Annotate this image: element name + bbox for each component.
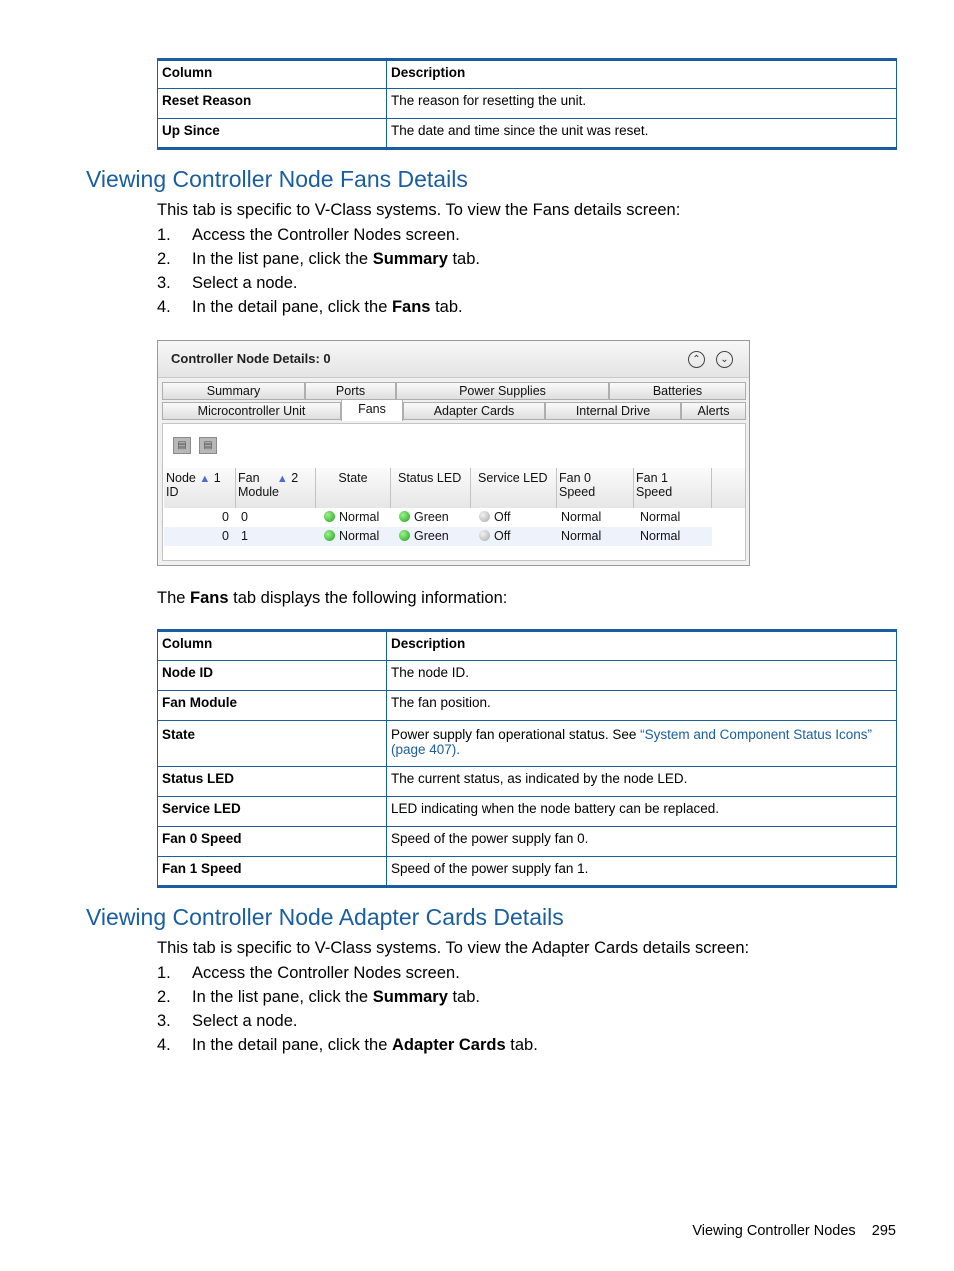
table-row: Reset Reason The reason for resetting the unit.	[158, 89, 897, 119]
reset-info-table	[157, 58, 897, 150]
table-row: Fan 0 Speed Speed of the power supply fan 0.	[158, 827, 897, 857]
list-item: 4. In the detail pane, click the Adapter Cards tab.	[157, 1036, 538, 1054]
tab-batteries[interactable]: Batteries	[609, 382, 746, 400]
page-footer	[692, 1223, 896, 1239]
column-header-fan0-speed[interactable]: Fan 0 Speed	[557, 468, 634, 508]
panel-title: Controller Node Details: 0	[171, 351, 331, 366]
table-row: Fan 1 Speed Speed of the power supply fan 1.	[158, 857, 897, 887]
section-heading-fans: Viewing Controller Node Fans Details	[86, 166, 468, 192]
collapse-up-icon[interactable]: ⌃	[688, 351, 705, 368]
column-header-node-id[interactable]: Node ▲ 1 ID	[164, 468, 236, 508]
expand-down-icon[interactable]: ⌄	[716, 351, 733, 368]
list-item: 3. Select a node.	[157, 274, 298, 292]
list-item: 1. Access the Controller Nodes screen.	[157, 964, 460, 982]
list-item: 3. Select a node.	[157, 1012, 298, 1030]
column-header-status-led[interactable]: Status LED	[391, 468, 471, 508]
tab-microcontroller-unit[interactable]: Microcontroller Unit	[162, 402, 341, 420]
steps-list	[157, 964, 538, 1060]
status-off-icon	[479, 511, 490, 522]
status-icons-link[interactable]: “System and Component Status Icons” (page 407).	[391, 727, 873, 757]
panel-header	[158, 341, 749, 378]
tab-alerts[interactable]: Alerts	[681, 402, 746, 420]
fans-caption: The Fans tab displays the following information:	[157, 589, 508, 607]
status-green-icon	[399, 530, 410, 541]
table-header-description: Description	[387, 60, 897, 89]
tab-summary[interactable]: Summary	[162, 382, 305, 400]
section-heading-adapter-cards: Viewing Controller Node Adapter Cards Details	[86, 904, 564, 930]
table-header-column: Column	[158, 60, 387, 89]
column-header-service-led[interactable]: Service LED	[471, 468, 557, 508]
export-icon[interactable]: ▤	[199, 437, 217, 454]
status-green-icon	[324, 530, 335, 541]
column-header-state[interactable]: State	[316, 468, 391, 508]
sort-asc-icon: ▲	[199, 473, 211, 485]
column-header-filler	[712, 468, 746, 508]
table-header-column: Column	[158, 631, 387, 661]
table-row[interactable]: 0 1 Normal Green Off Normal Normal	[164, 527, 712, 546]
tab-ports[interactable]: Ports	[305, 382, 396, 400]
table-row: Fan Module The fan position.	[158, 691, 897, 721]
status-green-icon	[399, 511, 410, 522]
steps-list	[157, 226, 480, 322]
status-off-icon	[479, 530, 490, 541]
tab-fans[interactable]: Fans	[341, 399, 403, 421]
section-intro: This tab is specific to V-Class systems. To view the Adapter Cards details screen:	[157, 939, 750, 957]
table-row: Service LED LED indicating when the node battery can be replaced.	[158, 797, 897, 827]
table-header-description: Description	[387, 631, 897, 661]
list-item: 1. Access the Controller Nodes screen.	[157, 226, 460, 244]
status-green-icon	[324, 511, 335, 522]
tab-power-supplies[interactable]: Power Supplies	[396, 382, 609, 400]
list-item: 2. In the list pane, click the Summary tab.	[157, 988, 480, 1006]
list-item: 2. In the list pane, click the Summary tab.	[157, 250, 480, 268]
footer-section-title: Viewing Controller Nodes	[692, 1223, 856, 1239]
tab-internal-drive[interactable]: Internal Drive	[545, 402, 681, 420]
sort-asc-icon: ▲	[276, 473, 288, 485]
fans-columns-table	[157, 629, 897, 888]
copy-icon[interactable]: ▤	[173, 437, 191, 454]
page-number: 295	[871, 1223, 896, 1239]
table-row: Node ID The node ID.	[158, 661, 897, 691]
controller-node-details-screenshot	[157, 340, 750, 566]
tab-adapter-cards[interactable]: Adapter Cards	[403, 402, 545, 420]
table-row[interactable]: 0 0 Normal Green Off Normal Normal	[222, 510, 681, 524]
section-intro: This tab is specific to V-Class systems. To view the Fans details screen:	[157, 201, 681, 219]
column-header-fan-module[interactable]: Fan ▲ 2 Module	[236, 468, 316, 508]
list-item: 4. In the detail pane, click the Fans tab.	[157, 298, 463, 316]
table-row: Status LED The current status, as indicated by the node LED.	[158, 767, 897, 797]
column-header-fan1-speed[interactable]: Fan 1 Speed	[634, 468, 712, 508]
table-row: Up Since The date and time since the unit was reset.	[158, 119, 897, 149]
table-row: State Power supply fan operational status. See “System and Component Status Icons” (page 407).	[158, 721, 897, 767]
